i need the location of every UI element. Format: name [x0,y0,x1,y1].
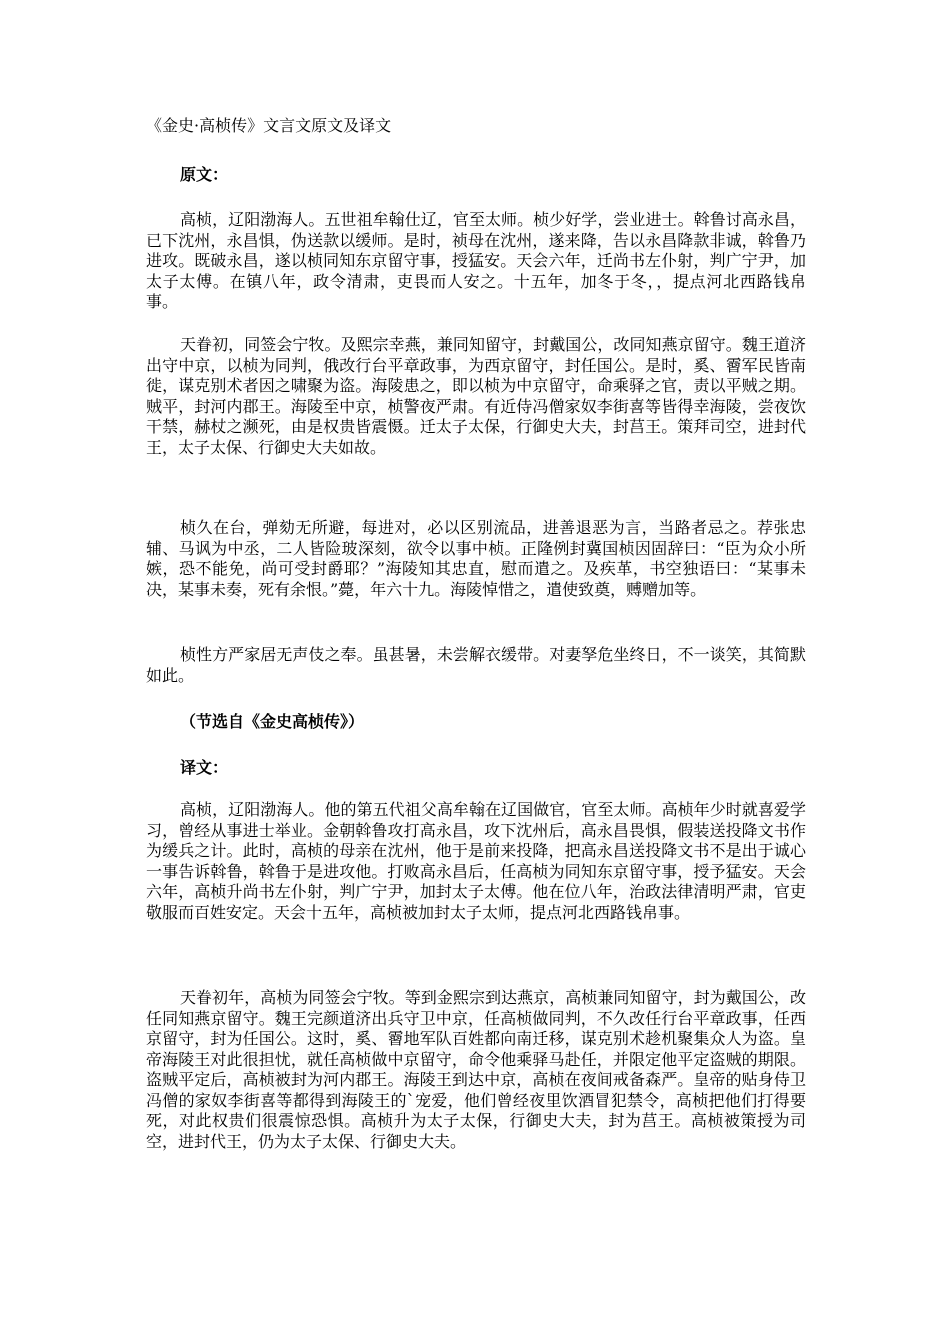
document-title: 《金史·高桢传》文言文原文及译文 [146,116,392,135]
original-paragraph-2: 天眷初，同签会宁牧。及熙宗幸燕，兼同知留守，封戴国公，改同知燕京留守。魏王道济出守中京，以桢为同判，俄改行台平章政事，为西京留守，封任国公。是时，奚、霫军民皆南徙，谋克别术者因之啸聚为盗。海陵患之，即以桢为中京留守，命乘驿之官，责以平贼之期。贼平，封河内郡王。海陵至中京，桢警夜严肃。有近侍冯僧家奴李街喜等皆得幸海陵，尝夜饮干禁，赫杖之濒死，由是权贵皆震慑。迁太子太保，行御史大夫，封莒王。策拜司空，进封代王，太子太保、行御史大夫如故。 [146,335,806,457]
translation-paragraph-2: 天眷初年，高桢为同签会宁牧。等到金熙宗到达燕京，高桢兼同知留守，封为戴国公，改任同知燕京留守。魏王完颜道济出兵守卫中京，任高桢做同判，不久改任行台平章政事，任西京留守，封为任国公。这时，奚、霫地军队百姓都向南迁移，谋克别术趁机聚集众人为盗。皇帝海陵王对此很担忧，就任高桢做中京留守，命令他乘驿马赴任，并限定他平定盗贼的期限。盗贼平定后，高桢被封为河内郡王。海陵王到达中京，高桢在夜间戒备森严。皇帝的贴身侍卫冯僧的家奴李街喜等都得到海陵王的`宠爱，他们曾经夜里饮酒冒犯禁令，高桢把他们打得要死，对此权贵们很震惊恐惧。高桢升为太子太保，行御史大夫，封为莒王。高桢被策授为司空，进封代王，仍为太子太保、行御史大夫。 [146,988,806,1151]
translation-label: 译文： [180,758,229,777]
translation-paragraph-1: 高桢，辽阳渤海人。他的第五代祖父高牟翰在辽国做官，官至太师。高桢年少时就喜爱学习，曾经从事进士举业。金朝斡鲁攻打高永昌，攻下沈州后，高永昌畏惧，假装送投降文书作为缓兵之计。此时，高桢的母亲在沈州，他于是前来投降，把高永昌送投降文书不是出于诚心一事告诉斡鲁，斡鲁于是进攻他。打败高永昌后，任高桢为同知东京留守事，授予猛安。天会六年，高桢升尚书左仆射，判广宁尹，加封太子太傅。他在位八年，治政法律清明严肃，官吏敬服而百姓安定。天会十五年，高桢被加封太子太师，提点河北西路钱帛事。 [146,800,806,922]
original-paragraph-1: 高桢，辽阳渤海人。五世祖牟翰仕辽，官至太师。桢少好学，尝业进士。斡鲁讨高永昌，已下沈州，永昌惧，伪送款以缓师。是时，祯母在沈州，遂来降，告以永昌降款非诚，斡鲁乃进攻。既破永昌，遂以桢同知东京留守事，授猛安。天会六年，迁尚书左仆射，判广宁尹，加太子太傅。在镇八年，政令清肃，吏畏而人安之。十五年，加冬于冬，，提点河北西路钱帛事。 [146,210,806,311]
original-paragraph-3: 桢久在台，弹劾无所避，每进对，必以区别流品，进善退恶为言，当路者忌之。荐张忠辅、马讽为中丞，二人皆险玻深刻，欲令以事中桢。正隆例封冀国桢因固辞曰：“臣为众小所嫉，恐不能免，尚可受封爵耶？”海陵知其忠直，慰而遣之。及疾革，书空独语曰：“某事未决，某事未奏，死有余恨。”薨，年六十九。海陵悼惜之，遣使致奠，赙赠加等。 [146,518,806,599]
original-paragraph-4: 桢性方严家居无声伎之奉。虽甚暑，未尝解衣缓带。对妻孥危坐终日，不一谈笑，其简默如此。 [146,645,806,685]
source-note: （节选自《金史高桢传》） [180,712,365,731]
original-text-label: 原文： [180,165,229,184]
